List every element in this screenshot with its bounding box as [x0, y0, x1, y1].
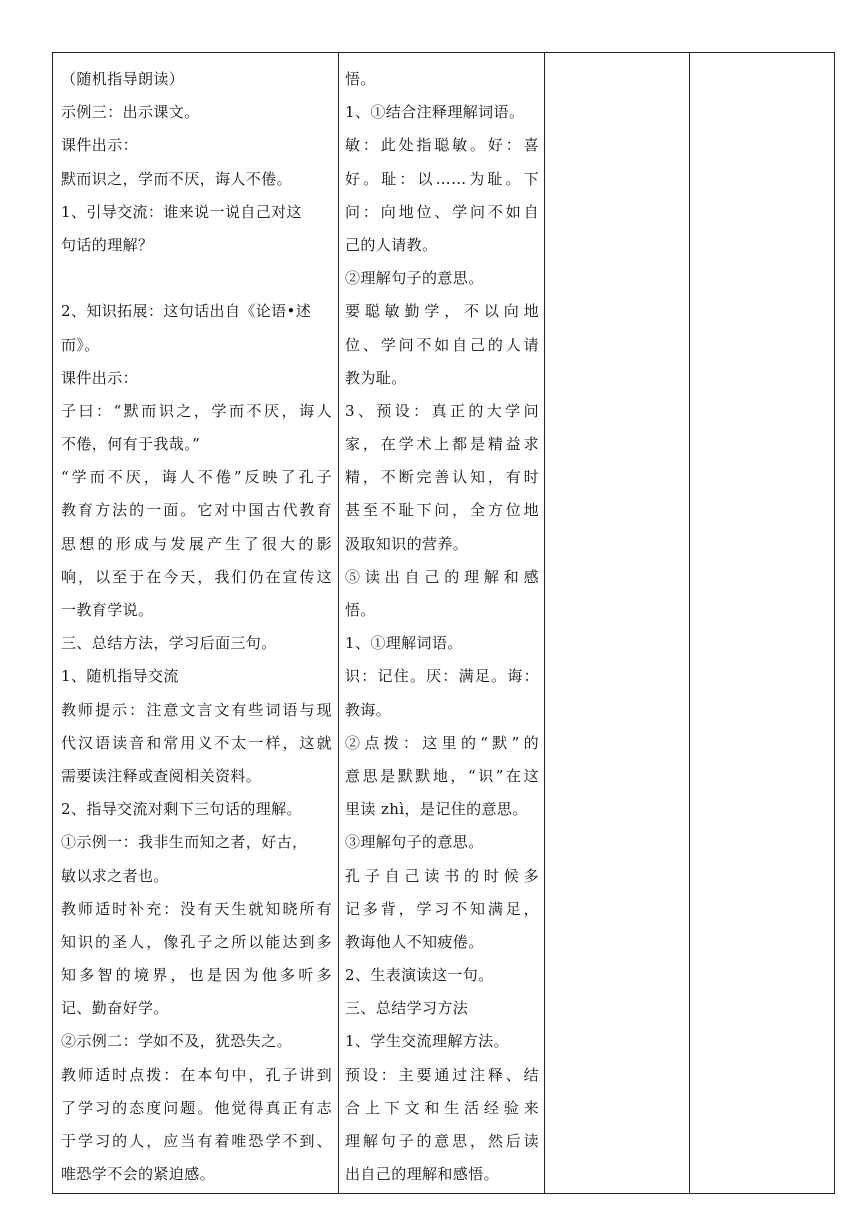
text-line: 甚至不耻下问，全方位地: [345, 501, 539, 520]
text-line: 汲取知识的营养。: [345, 534, 469, 553]
text-line: 理解句子的意思，然后读: [345, 1132, 539, 1150]
text-line: 2、知识拓展：这句话出自《论语•述: [61, 302, 312, 321]
teacher-activity-cell: [53, 53, 339, 1194]
text-line: 教育方法的一面。它对中国古代教育: [61, 501, 332, 520]
text-line: 需要读注释或查阅相关资料。: [61, 766, 262, 785]
text-line: 了学习的态度问题。他觉得真正有志: [61, 1098, 332, 1117]
text-line: 唯恐学不会的紧迫感。: [61, 1165, 216, 1184]
text-line: 思想的形成与发展产生了很大的影: [61, 534, 332, 553]
text-line: “学而不厌，诲人不倦”反映了孔子: [61, 468, 332, 487]
text-line: 教师提示：注意文言文有些词语与现: [61, 700, 332, 719]
text-line: 教师适时点拨：在本句中，孔子讲到: [61, 1065, 332, 1084]
text-line: 一教育学说。: [61, 601, 154, 619]
text-line: ②点拨：这里的“默”的: [345, 733, 539, 752]
text-line: 预设：主要通过注释、结: [345, 1065, 539, 1084]
text-line: 课件出示：: [61, 136, 139, 155]
text-line: ⑤读出自己的理解和感: [345, 567, 539, 586]
text-line: 悟。: [345, 70, 376, 88]
empty-cell-3: [545, 53, 690, 1194]
text-line: 1、引导交流：谁来说一说自己对这: [61, 202, 302, 221]
text-line: 要聪敏勤学，不以向地: [345, 302, 539, 321]
text-line: 悟。: [345, 601, 376, 619]
text-line: 记、勤奋好学。: [61, 999, 169, 1018]
text-line: 而》。: [61, 335, 100, 354]
text-line: 己的人请教。: [345, 235, 438, 254]
text-line: 子曰：“默而识之，学而不厌，诲人: [61, 401, 332, 420]
text-line: 合上下文和生活经验来: [345, 1098, 539, 1117]
text-line: [61, 264, 332, 297]
text-line: 1、①结合注释理解词语。: [345, 103, 525, 122]
text-line: 位、学问不如自己的人请: [345, 335, 539, 354]
text-line: 代汉语读音和常用义不太一样，这就: [61, 733, 332, 752]
column-3-text: [545, 53, 689, 65]
text-line: 响，以至于在今天，我们仍在宣传这: [61, 567, 332, 586]
text-line: 不倦，何有于我哉。”: [61, 435, 201, 454]
text-line: 2、指导交流对剩下三句话的理解。: [61, 800, 302, 819]
text-line: 敏：此处指聪敏。好：喜: [345, 136, 539, 155]
text-line: 敏以求之者也。: [61, 866, 169, 885]
text-line: 教诲他人不知疲倦。: [345, 932, 484, 951]
text-line: 出自己的理解和感悟。: [345, 1165, 500, 1184]
text-line: 示例三：出示课文。: [61, 103, 200, 122]
table-row: [53, 53, 835, 1194]
student-activity-cell: [339, 53, 545, 1194]
text-line: 识：记住。厌：满足。诲：: [345, 667, 539, 686]
student-activity-text: [339, 53, 544, 1193]
text-line: 1、学生交流理解方法。: [345, 1032, 509, 1051]
text-line: 知识的圣人，像孔子之所以能达到多: [61, 932, 332, 951]
lesson-plan-table: [52, 52, 835, 1194]
text-line: ②理解句子的意思。: [345, 269, 484, 288]
text-line: 1、①理解词语。: [345, 634, 463, 653]
text-line: 2、生表演读这一句。: [345, 966, 494, 985]
text-line: 意思是默默地，“识”在这: [345, 766, 539, 785]
text-line: 记多背，学习不知满足，: [345, 899, 539, 918]
text-line: 三、总结学习方法: [345, 999, 469, 1018]
text-line: 问：向地位、学问不如自: [345, 202, 539, 221]
text-line: 3、预设：真正的大学问: [345, 401, 539, 420]
text-line: 知多智的境界，也是因为他多听多: [61, 966, 332, 985]
text-line: ②示例二：学如不及，犹恐失之。: [61, 1032, 293, 1051]
text-line: 精，不断完善认知，有时: [345, 468, 539, 487]
text-line: 课件出示：: [61, 368, 139, 387]
text-line: 三、总结方法，学习后面三句。: [61, 634, 277, 653]
text-line: 里读 zhì，是记住的意思。: [345, 800, 528, 819]
text-line: 句话的理解？: [61, 235, 154, 254]
text-line: 于学习的人，应当有着唯恐学不到、: [61, 1132, 332, 1150]
text-line: 好。耻：以……为耻。下: [345, 169, 539, 188]
text-line: 默而识之，学而不厌，诲人不倦。: [61, 169, 293, 188]
text-line: 1、随机指导交流: [61, 667, 179, 686]
empty-cell-4: [690, 53, 835, 1194]
text-line: ③理解句子的意思。: [345, 833, 484, 852]
text-line: 孔子自己读书的时候多: [345, 866, 539, 885]
teacher-activity-text: [53, 53, 338, 1193]
text-line: 教师适时补充：没有天生就知晓所有: [61, 899, 332, 918]
text-line: ①示例一：我非生而知之者，好古，: [61, 833, 308, 852]
text-line: （随机指导朗读）: [61, 70, 185, 88]
text-line: 教为耻。: [345, 368, 407, 387]
text-line: 教诲。: [345, 700, 392, 719]
column-4-text: [690, 53, 834, 65]
text-line: 家，在学术上都是精益求: [345, 435, 539, 454]
